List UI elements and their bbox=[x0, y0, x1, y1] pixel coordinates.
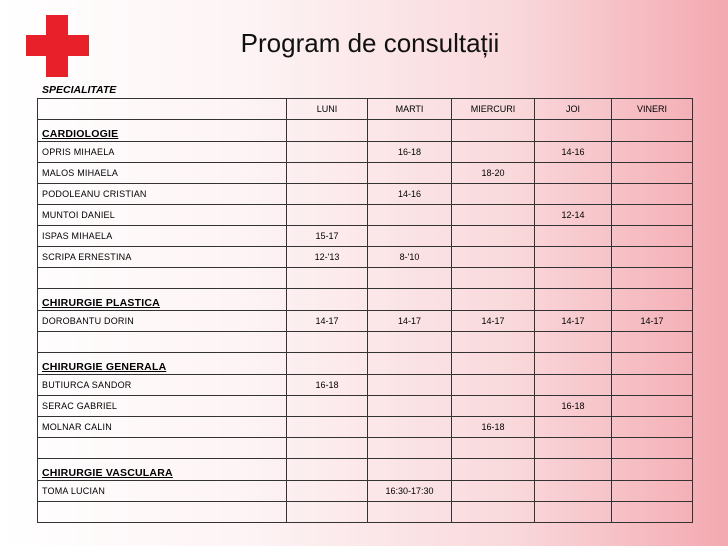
empty-cell bbox=[612, 502, 693, 523]
hours-cell bbox=[535, 375, 612, 396]
empty-cell bbox=[535, 502, 612, 523]
empty-cell bbox=[612, 289, 693, 311]
hours-cell bbox=[612, 205, 693, 226]
doctor-row bbox=[38, 417, 693, 438]
hours-cell bbox=[287, 481, 368, 502]
empty-cell bbox=[535, 353, 612, 375]
empty-cell bbox=[38, 502, 287, 523]
empty-cell bbox=[368, 502, 452, 523]
empty-cell bbox=[287, 353, 368, 375]
hours-cell bbox=[287, 184, 368, 205]
empty-cell bbox=[368, 438, 452, 459]
empty-cell bbox=[452, 353, 535, 375]
page-title: Program de consultații bbox=[240, 28, 500, 58]
doctor-name: TOMA LUCIAN bbox=[38, 481, 287, 502]
empty-cell bbox=[452, 332, 535, 353]
hours-cell: 12-14 bbox=[535, 205, 612, 226]
empty-cell bbox=[287, 459, 368, 481]
hours-cell bbox=[287, 205, 368, 226]
empty-cell bbox=[287, 120, 368, 142]
empty-cell bbox=[612, 120, 693, 142]
hours-cell: 14-16 bbox=[535, 142, 612, 163]
empty-row bbox=[38, 268, 693, 289]
doctor-row bbox=[38, 396, 693, 417]
hours-cell bbox=[612, 375, 693, 396]
empty-cell bbox=[612, 459, 693, 481]
empty-cell bbox=[535, 120, 612, 142]
hours-cell bbox=[535, 184, 612, 205]
doctor-row bbox=[38, 205, 693, 226]
doctor-name: BUTIURCA SANDOR bbox=[38, 375, 287, 396]
hours-cell: 16:30-17:30 bbox=[368, 481, 452, 502]
hours-cell bbox=[612, 481, 693, 502]
empty-cell bbox=[452, 268, 535, 289]
hours-cell: 16-18 bbox=[287, 375, 368, 396]
hours-cell bbox=[535, 481, 612, 502]
hours-cell: 14-17 bbox=[452, 311, 535, 332]
hours-cell bbox=[535, 226, 612, 247]
doctor-row bbox=[38, 163, 693, 184]
hours-cell: 18-20 bbox=[452, 163, 535, 184]
doctor-name: MUNTOI DANIEL bbox=[38, 205, 287, 226]
empty-cell bbox=[535, 289, 612, 311]
red-cross-icon bbox=[26, 15, 89, 77]
hours-cell bbox=[287, 142, 368, 163]
doctor-row bbox=[38, 184, 693, 205]
empty-cell bbox=[452, 502, 535, 523]
section-row bbox=[38, 353, 693, 375]
empty-cell bbox=[452, 438, 535, 459]
hours-cell bbox=[452, 205, 535, 226]
section-row bbox=[38, 289, 693, 311]
hours-cell: 14-17 bbox=[535, 311, 612, 332]
empty-cell bbox=[38, 438, 287, 459]
section-name: CARDIOLOGIE bbox=[38, 120, 287, 142]
section-row bbox=[38, 120, 693, 142]
hours-cell: 16-18 bbox=[368, 142, 452, 163]
hours-cell: 14-17 bbox=[368, 311, 452, 332]
doctor-row bbox=[38, 481, 693, 502]
empty-cell bbox=[535, 459, 612, 481]
hours-cell bbox=[452, 142, 535, 163]
hours-cell bbox=[368, 226, 452, 247]
empty-cell bbox=[368, 268, 452, 289]
schedule-table bbox=[37, 98, 693, 523]
section-row bbox=[38, 459, 693, 481]
empty-cell bbox=[368, 289, 452, 311]
hours-cell bbox=[452, 481, 535, 502]
header-day-joi: JOI bbox=[535, 99, 612, 120]
header-day-marti: MARTI bbox=[368, 99, 452, 120]
empty-cell bbox=[368, 332, 452, 353]
hours-cell bbox=[368, 375, 452, 396]
doctor-name: MOLNAR CALIN bbox=[38, 417, 287, 438]
hours-cell bbox=[612, 396, 693, 417]
hours-cell: 8-'10 bbox=[368, 247, 452, 268]
hours-cell: 12-'13 bbox=[287, 247, 368, 268]
header-day-luni: LUNI bbox=[287, 99, 368, 120]
table-header-row bbox=[38, 99, 693, 120]
hours-cell: 14-17 bbox=[287, 311, 368, 332]
doctor-row bbox=[38, 226, 693, 247]
hours-cell bbox=[612, 247, 693, 268]
empty-cell bbox=[368, 459, 452, 481]
header-day-miercuri: MIERCURI bbox=[452, 99, 535, 120]
doctor-row bbox=[38, 142, 693, 163]
hours-cell bbox=[452, 375, 535, 396]
empty-cell bbox=[287, 289, 368, 311]
section-name: CHIRURGIE PLASTICA bbox=[38, 289, 287, 311]
empty-cell bbox=[38, 332, 287, 353]
hours-cell bbox=[368, 417, 452, 438]
header-day-vineri: VINERI bbox=[612, 99, 693, 120]
section-name: CHIRURGIE VASCULARA bbox=[38, 459, 287, 481]
empty-cell bbox=[612, 332, 693, 353]
empty-row bbox=[38, 438, 693, 459]
empty-cell bbox=[368, 353, 452, 375]
doctor-name: PODOLEANU CRISTIAN bbox=[38, 184, 287, 205]
hours-cell bbox=[287, 417, 368, 438]
doctor-name: OPRIS MIHAELA bbox=[38, 142, 287, 163]
doctor-row bbox=[38, 375, 693, 396]
doctor-name: MALOS MIHAELA bbox=[38, 163, 287, 184]
empty-cell bbox=[38, 268, 287, 289]
empty-cell bbox=[612, 353, 693, 375]
empty-cell bbox=[287, 268, 368, 289]
empty-cell bbox=[368, 120, 452, 142]
hours-cell: 16-18 bbox=[535, 396, 612, 417]
empty-cell bbox=[287, 502, 368, 523]
doctor-name: ISPAS MIHAELA bbox=[38, 226, 287, 247]
empty-cell bbox=[287, 438, 368, 459]
hours-cell: 16-18 bbox=[452, 417, 535, 438]
empty-cell bbox=[535, 438, 612, 459]
hours-cell bbox=[535, 417, 612, 438]
hours-cell bbox=[535, 163, 612, 184]
empty-cell bbox=[535, 332, 612, 353]
hours-cell bbox=[368, 396, 452, 417]
hours-cell: 14-16 bbox=[368, 184, 452, 205]
hours-cell bbox=[452, 247, 535, 268]
empty-cell bbox=[612, 268, 693, 289]
doctor-row bbox=[38, 311, 693, 332]
hours-cell bbox=[368, 205, 452, 226]
hours-cell bbox=[452, 396, 535, 417]
hours-cell bbox=[452, 226, 535, 247]
hours-cell bbox=[368, 163, 452, 184]
empty-cell bbox=[452, 289, 535, 311]
hours-cell bbox=[612, 184, 693, 205]
section-name: CHIRURGIE GENERALA bbox=[38, 353, 287, 375]
doctor-row bbox=[38, 247, 693, 268]
empty-row bbox=[38, 502, 693, 523]
empty-cell bbox=[287, 332, 368, 353]
hours-cell bbox=[287, 163, 368, 184]
doctor-name: SCRIPA ERNESTINA bbox=[38, 247, 287, 268]
empty-cell bbox=[452, 459, 535, 481]
hours-cell bbox=[452, 184, 535, 205]
empty-cell bbox=[452, 120, 535, 142]
empty-cell bbox=[535, 268, 612, 289]
doctor-name: SERAC GABRIEL bbox=[38, 396, 287, 417]
header-blank-cell bbox=[38, 99, 287, 120]
hours-cell bbox=[612, 417, 693, 438]
empty-row bbox=[38, 332, 693, 353]
hours-cell bbox=[612, 163, 693, 184]
doctor-name: DOROBANTU DORIN bbox=[38, 311, 287, 332]
hours-cell bbox=[612, 142, 693, 163]
hours-cell: 15-17 bbox=[287, 226, 368, 247]
empty-cell bbox=[612, 438, 693, 459]
specialty-header: SPECIALITATE bbox=[42, 84, 117, 96]
hours-cell bbox=[612, 226, 693, 247]
hours-cell bbox=[287, 396, 368, 417]
hours-cell bbox=[535, 247, 612, 268]
hours-cell: 14-17 bbox=[612, 311, 693, 332]
